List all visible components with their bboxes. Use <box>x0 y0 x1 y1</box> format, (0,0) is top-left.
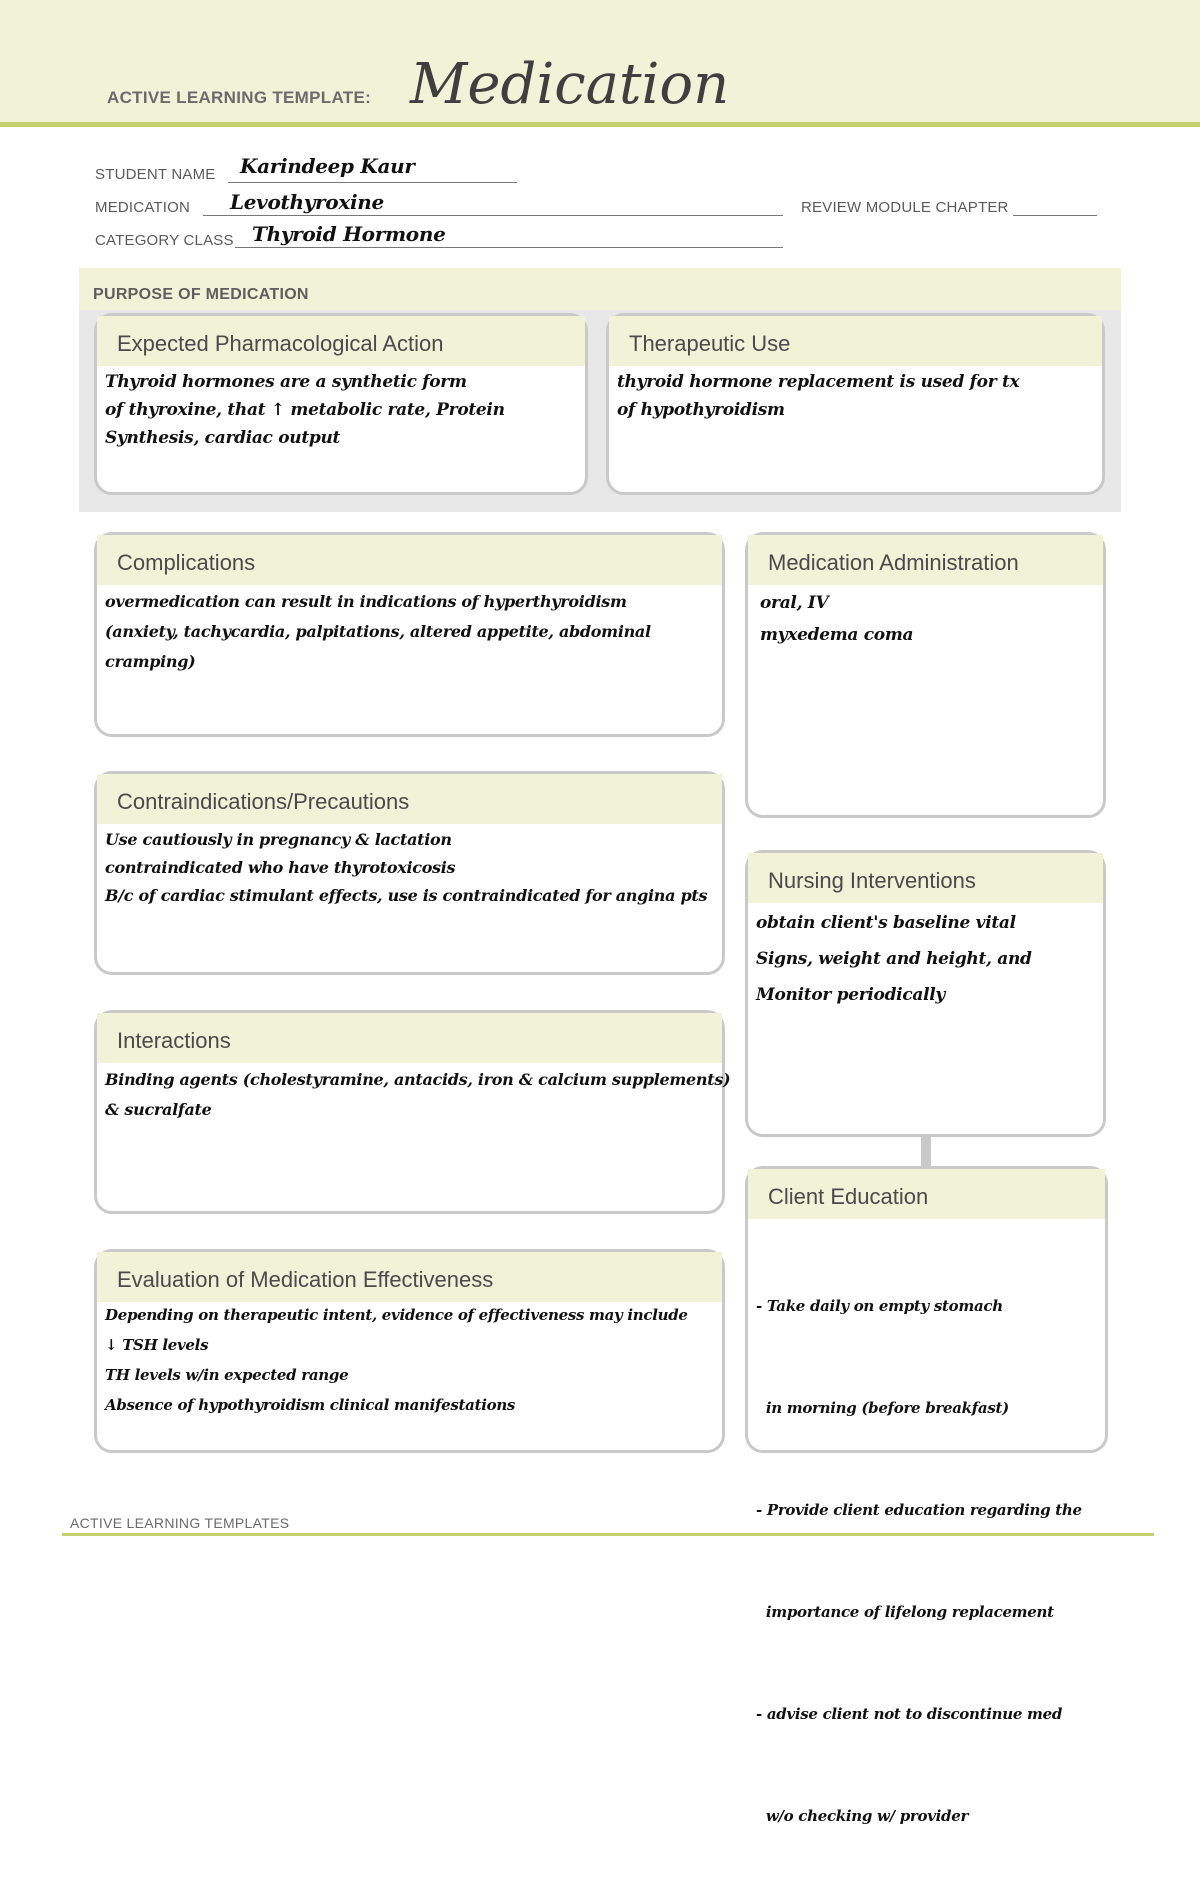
text-line: B/c of cardiac stimulant effects, use is contraindicated for angina pts <box>105 886 708 905</box>
text-line: oral, IV <box>760 593 829 613</box>
expected-action-text <box>105 368 577 452</box>
evaluation-title: Evaluation of Medication Effectiveness <box>117 1267 494 1292</box>
text-line: & sucralfate <box>105 1100 212 1119</box>
text-line: Use cautiously in pregnancy & lactation <box>105 830 452 849</box>
client-education-box[interactable] <box>745 1166 1108 1825</box>
text-line: - Take daily on empty stomach <box>756 1297 1003 1315</box>
contraindications-box[interactable] <box>94 771 725 975</box>
text-line: - Provide client education regarding the <box>756 1501 1082 1519</box>
text-line: - advise client not to discontinue med <box>756 1705 1063 1723</box>
category-class-label: CATEGORY CLASS <box>95 232 234 249</box>
client-education-title: Client Education <box>768 1184 929 1209</box>
nursing-interventions-text <box>756 905 1095 1013</box>
text-line: Binding agents (cholestyramine, antacids, iron & calcium supplements) <box>105 1070 731 1089</box>
student-name-label: STUDENT NAME <box>95 166 216 183</box>
nursing-interventions-title: Nursing Interventions <box>768 868 976 893</box>
text-line: Absence of hypothyroidism clinical manifestations <box>105 1396 516 1414</box>
text-line: w/o checking w/ provider <box>756 1807 969 1825</box>
connector-line <box>921 1136 931 1166</box>
text-line: importance of lifelong replacement <box>756 1603 1054 1621</box>
footer-divider <box>62 1533 1154 1536</box>
text-line: (anxiety, tachycardia, palpitations, altered appetite, abdominal <box>105 622 651 641</box>
therapeutic-use-title: Therapeutic Use <box>629 331 791 356</box>
therapeutic-use-box[interactable] <box>606 313 1105 495</box>
text-line: of thyroxine, that ↑ metabolic rate, Protein <box>105 400 505 420</box>
medication-line <box>203 215 783 216</box>
complications-title: Complications <box>117 550 256 575</box>
evaluation-text <box>105 1300 714 1420</box>
footer-label: ACTIVE LEARNING TEMPLATES <box>70 1515 290 1531</box>
review-module-line <box>1013 215 1097 216</box>
interactions-title: Interactions <box>117 1028 231 1053</box>
administration-title: Medication Administration <box>768 550 1019 575</box>
text-line: thyroid hormone replacement is used for tx <box>617 372 1020 392</box>
expected-action-box[interactable] <box>94 313 588 495</box>
interactions-box[interactable] <box>94 1010 731 1214</box>
evaluation-box[interactable] <box>94 1249 725 1453</box>
text-line: of hypothyroidism <box>617 400 785 420</box>
review-module-label: REVIEW MODULE CHAPTER <box>801 199 1009 216</box>
medication-label: MEDICATION <box>95 199 191 216</box>
therapeutic-use-text <box>617 368 1094 424</box>
student-name-line <box>228 182 517 183</box>
text-line: overmedication can result in indications of hyperthyroidism <box>105 592 627 611</box>
text-line: ↓ TSH levels <box>105 1336 209 1354</box>
header-divider <box>0 122 1200 127</box>
text-line: Depending on therapeutic intent, evidence of effectiveness may include <box>105 1306 688 1324</box>
text-line: obtain client's baseline vital <box>756 913 1016 933</box>
category-class-line <box>235 247 783 248</box>
template-label: ACTIVE LEARNING TEMPLATE: <box>107 88 372 107</box>
administration-text <box>760 587 1095 651</box>
text-line: contraindicated who have thyrotoxicosis <box>105 858 456 877</box>
text-line: TH levels w/in expected range <box>105 1366 349 1384</box>
text-line: Signs, weight and height, and <box>756 949 1032 969</box>
text-line: cramping) <box>105 652 196 671</box>
text-line: Synthesis, cardiac output <box>105 428 341 448</box>
purpose-title: PURPOSE OF MEDICATION <box>93 286 309 303</box>
text-line: in morning (before breakfast) <box>756 1399 1009 1417</box>
student-name-field[interactable]: Karindeep Kaur <box>240 154 415 178</box>
expected-action-title: Expected Pharmacological Action <box>117 331 444 356</box>
administration-box[interactable] <box>745 532 1106 818</box>
interactions-text <box>105 1065 731 1125</box>
contraindications-title: Contraindications/Precautions <box>117 789 410 814</box>
contraindications-text <box>105 826 714 910</box>
page-title: Medication <box>410 52 730 117</box>
complications-text <box>105 587 714 677</box>
complications-box[interactable] <box>94 532 725 737</box>
text-line: Thyroid hormones are a synthetic form <box>105 372 467 392</box>
text-line: Monitor periodically <box>756 985 946 1005</box>
medication-field[interactable]: Levothyroxine <box>230 190 384 214</box>
nursing-interventions-box[interactable] <box>745 850 1106 1137</box>
text-line: myxedema coma <box>760 625 914 645</box>
category-class-field[interactable]: Thyroid Hormone <box>252 222 446 246</box>
client-education-text <box>756 1221 1097 1901</box>
